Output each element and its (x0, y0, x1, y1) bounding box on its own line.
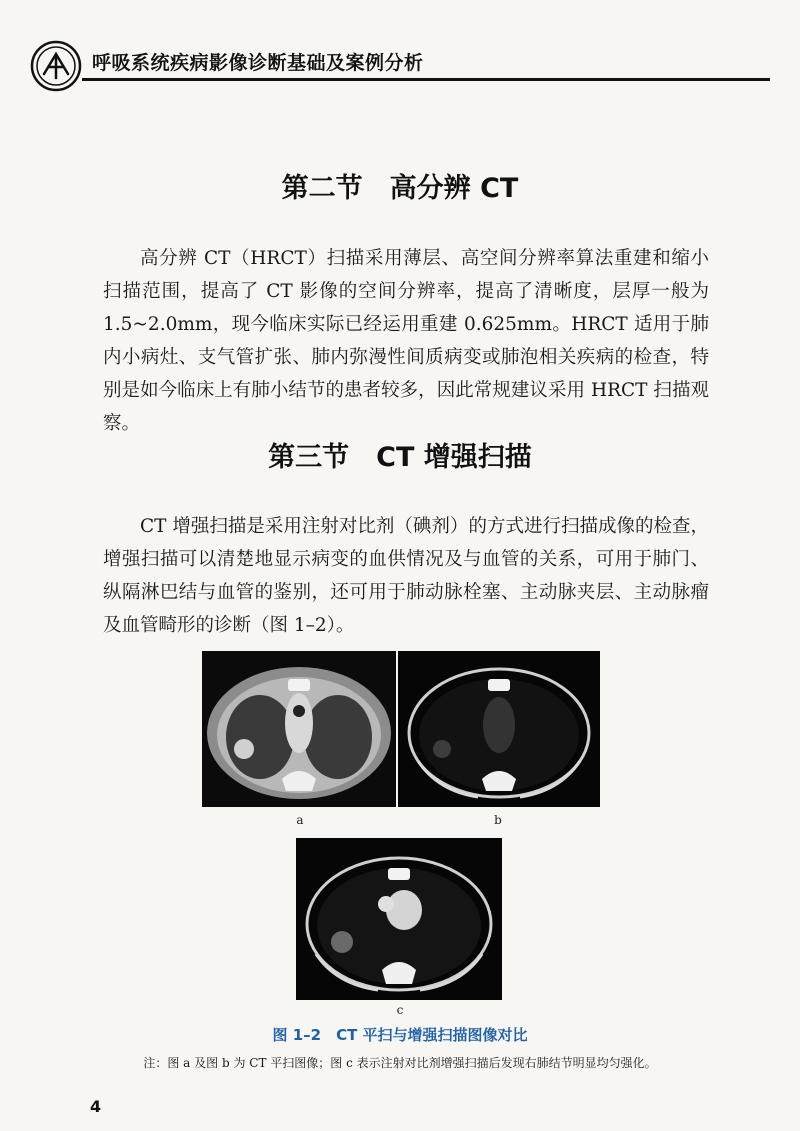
paragraph-hrct: 高分辨 CT（HRCT）扫描采用薄层、高空间分辨率算法重建和缩小扫描范围，提高了 CT 影像的空间分辨率，提高了清晰度，层厚一般为 1.5~2.0mm，现今临床实际已经运用重建 0.625mm。HRCT 适用于肺内小病灶、支气管扩张、肺内弥漫性间质病变或肺泡相关疾病的检查，特别是如今临床上有肺小结节的患者较多，因此常规建议采用 HRCT 扫描观察。 (103, 248, 709, 434)
ct-image-c (296, 838, 502, 1000)
figure-caption: 图 1–2 CT 平扫与增强扫描图像对比 (272, 1026, 528, 1044)
panel-label-a: a (296, 813, 304, 827)
figure-1-2 (130, 633, 690, 1017)
running-header (30, 38, 770, 98)
figure-note: 注：图 a 及图 b 为 CT 平扫图像；图 c 表示注射对比剂增强扫描后发现右肺结节明显均匀强化。 (143, 1056, 657, 1070)
ct-image-a (202, 651, 396, 807)
ct-image-b (398, 651, 600, 807)
panel-label-c: c (396, 1003, 404, 1017)
paragraph-contrast-ct: CT 增强扫描是采用注射对比剂（碘剂）的方式进行扫描成像的检查，增强扫描可以清楚地显示病变的血供情况及与血管的关系，可用于肺门、纵隔淋巴结与血管的鉴别，还可用于肺动脉栓塞、主动脉夹层、主动脉瘤及血管畸形的诊断（图 1–2）。 (103, 516, 709, 636)
section-title-hrct: 第二节 高分辨 CT (281, 173, 519, 204)
page-number: 4 (90, 1097, 102, 1116)
book-title: 呼吸系统疾病影像诊断基础及案例分析 (92, 52, 424, 74)
panel-label-b: b (494, 813, 502, 827)
header-rule (82, 78, 770, 81)
book-logo-icon (30, 40, 82, 92)
section-title-contrast-ct: 第三节 CT 增强扫描 (268, 442, 532, 473)
